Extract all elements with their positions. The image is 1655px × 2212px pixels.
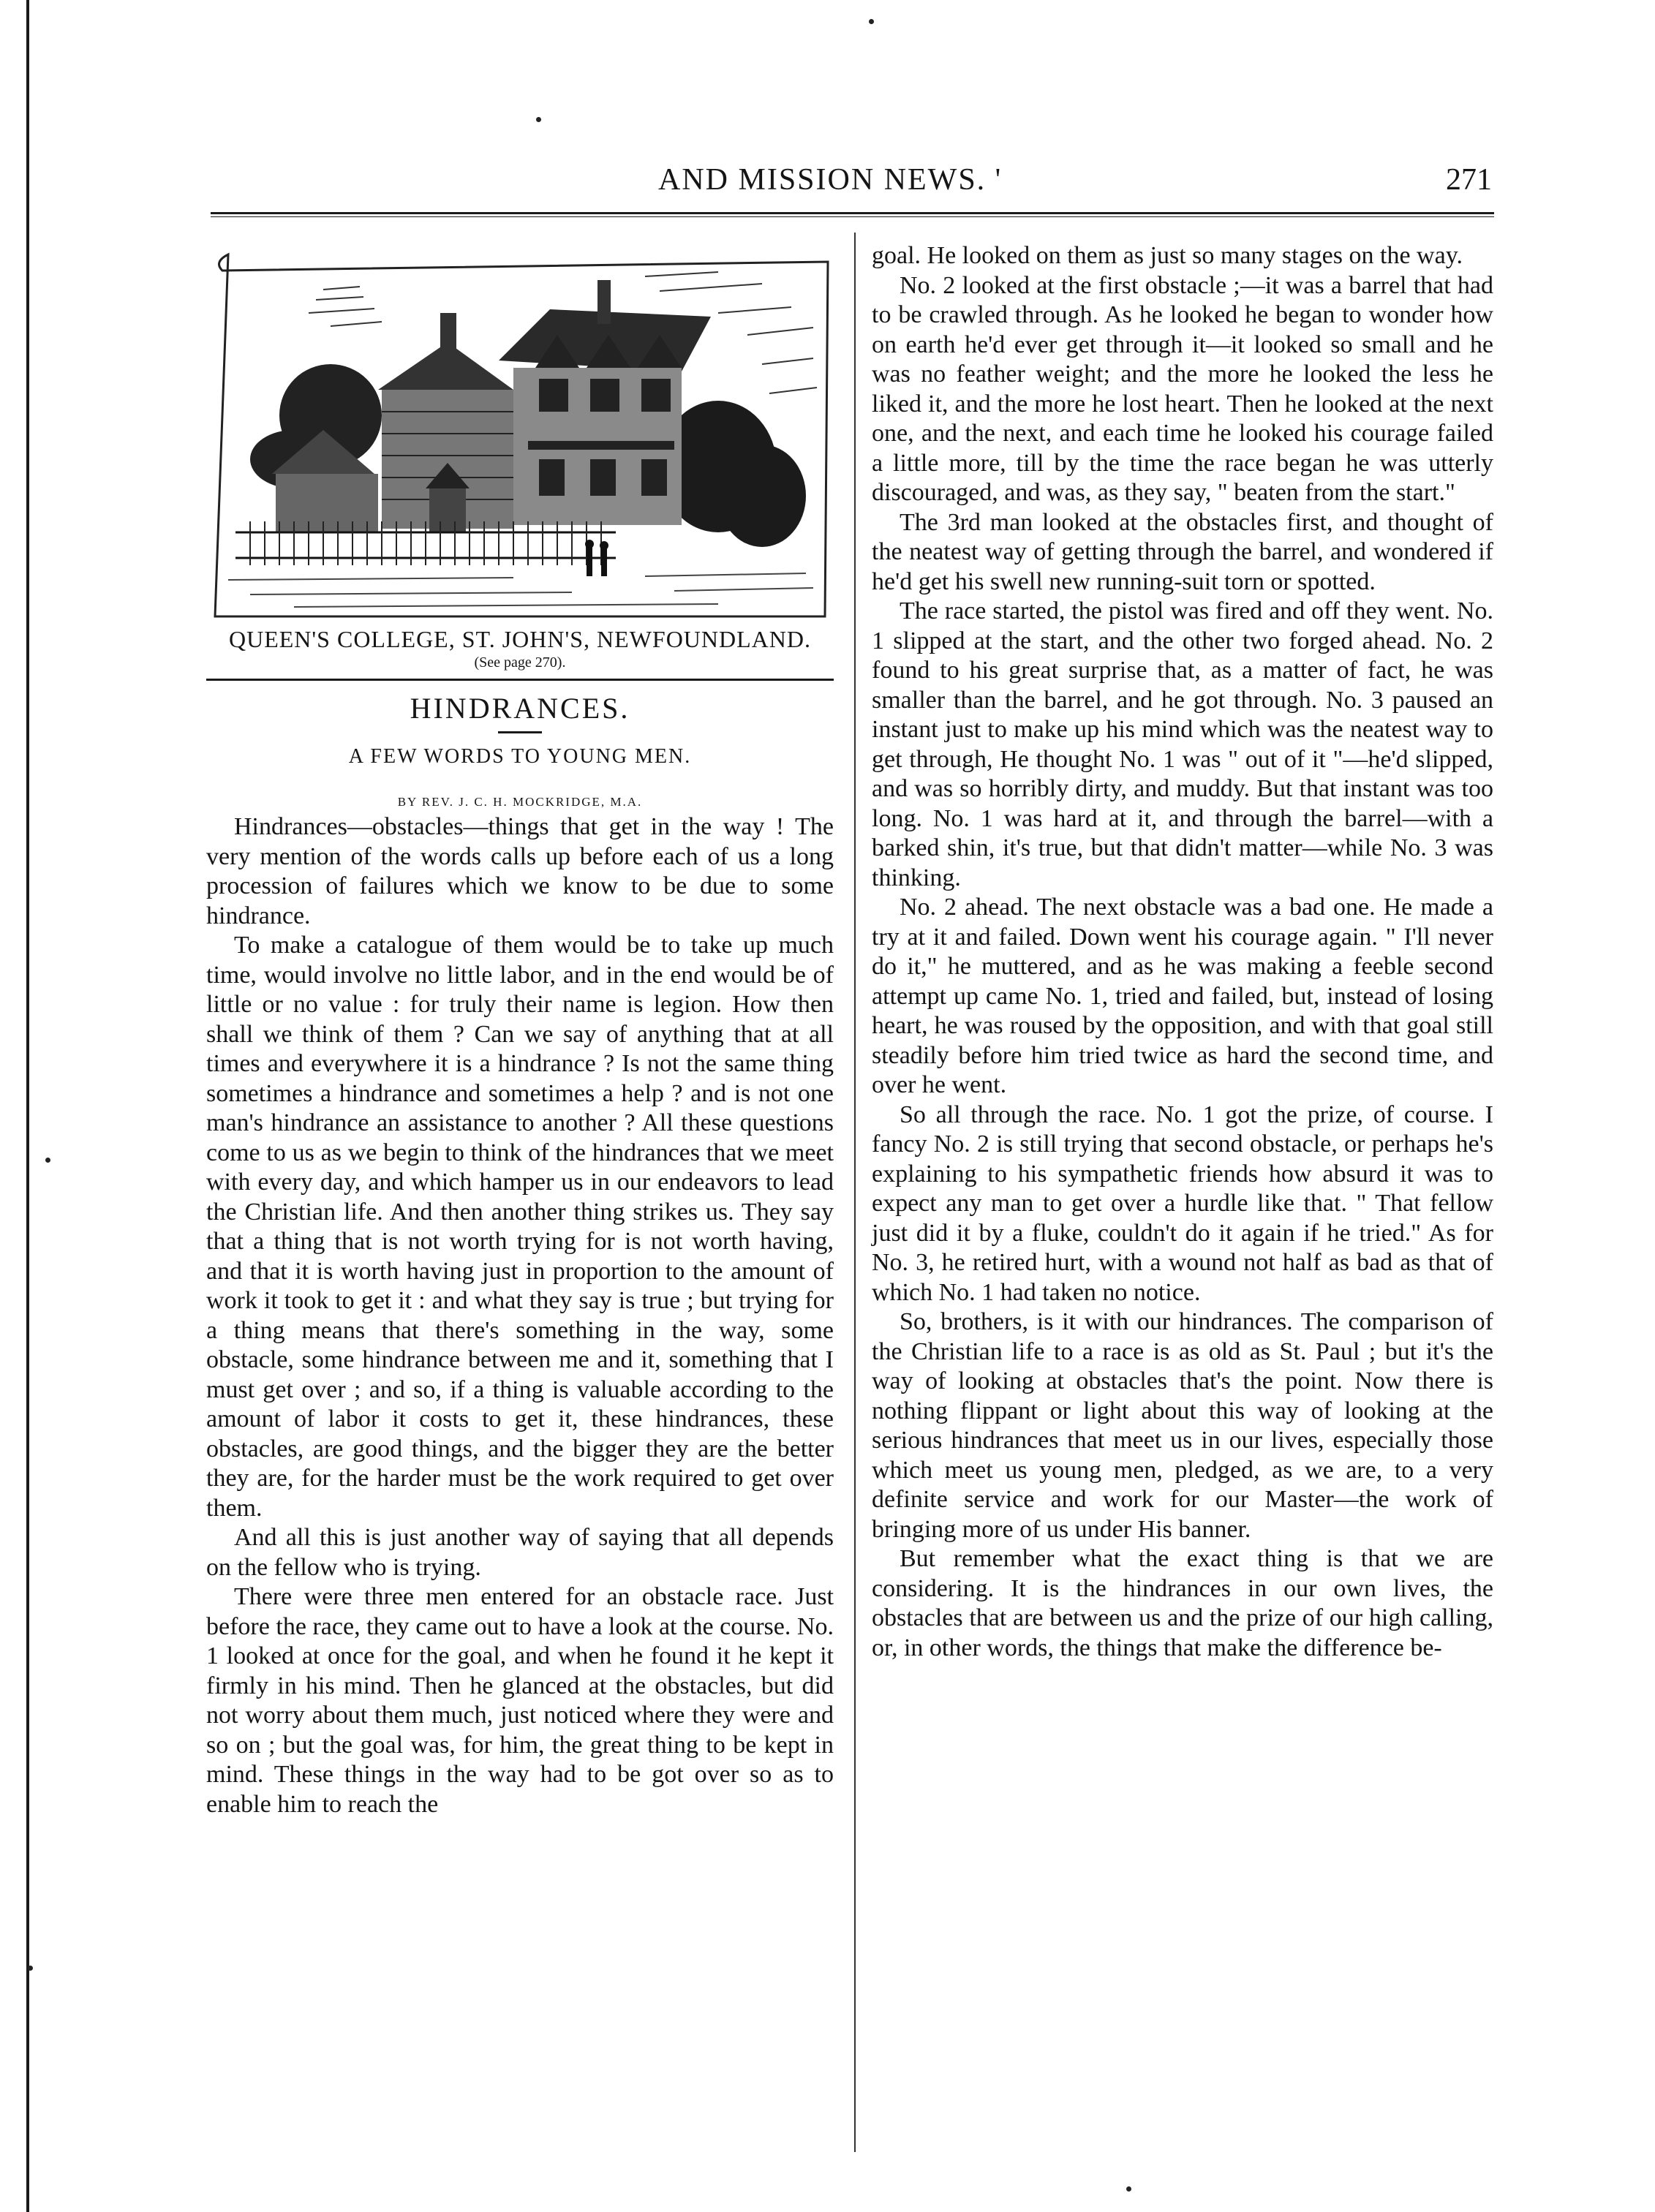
page-edge-rule bbox=[26, 0, 29, 2212]
paragraph: goal. He looked on them as just so many stages on the way. bbox=[872, 242, 1463, 269]
paragraph: The race started, the pistol was fired and off they went. No. 1 slipped at the start, and the other two forged ahead. No. 2 found to his great surprise that, as a matter of fact, he was smaller than the barrel, and he got through. No. 3 paused an instant just to make up his mind which was the neatest way to get through, He thought No. 1 was " out of it "—he'd slipped, and was so horribly dirty, and muddy. But that instant was too long. No. 1 was hard at it, and through the barrel—with a barked shin, it's true, but that didn't matter—while No. 3 was thinking. bbox=[872, 597, 1493, 891]
paragraph: No. 2 looked at the first obstacle ;—it was a barrel that had to be crawled through. As he looked he began to wonder how on earth he'd ever get through it—it looked so small and he was no feather weight; and the more he looked the less he liked it, and the more he lost heart. Then he looked at the next one, and the next, and each time he looked his courage failed a little more, till by the time the race began he was utterly discouraged, and was, as they say, " beaten from the start." bbox=[872, 271, 1493, 506]
title-rule bbox=[498, 731, 542, 733]
paragraph: But remember what the exact thing is that we are considering. It is the hindrances in our own lives, the obstacles that are between us and the prize of our high calling, or, in other words, the things that make the difference be- bbox=[872, 1545, 1493, 1661]
paragraph: Hindrances—obstacles—things that get in the way ! The very mention of the words calls up before each of us a long procession of failures which we know to be due to some hindrance. bbox=[206, 813, 834, 929]
article-title: HINDRANCES. bbox=[410, 692, 630, 725]
right-column bbox=[872, 241, 1493, 1663]
paragraph: So, brothers, is it with our hindrances. The comparison of the Christian life to a race is as old as St. Paul ; but it's the way of looking at obstacles that's the point. Now there is nothing flippant or light about this way of looking at the serious hindrances that meet us in our lives, especially those which meet us young men, pledged, as we are, to a very definite service and work for our Master—the work of bringing more of us under His banner. bbox=[872, 1308, 1493, 1543]
paragraph: So all through the race. No. 1 got the prize, of course. I fancy No. 2 is still trying that second obstacle, or perhaps he's explaining to his sympathetic friends how absurd it was to expect any man to get over a hurdle like that. " That fellow just did it by a fluke, couldn't do it again if he tried." As for No. 3, he retired hurt, with a wound not half as bad as that of which No. 1 had taken no notice. bbox=[872, 1101, 1493, 1306]
speck bbox=[45, 1158, 50, 1163]
header-rule bbox=[211, 212, 1494, 217]
running-head bbox=[212, 162, 1492, 206]
speck bbox=[1126, 2186, 1131, 2192]
speck bbox=[28, 1966, 33, 1971]
paragraph: There were three men entered for an obstacle race. Just before the race, they came out to have a look at the course. No. 1 looked at once for the goal, and when he found it he kept it firmly in his mind. Then he glanced at the obstacles, but did not worry about them much, just noticed where they were and so on ; but the goal was, for him, the great thing to be kept in mind. These things in the way had to be got over so as to enable him to reach the bbox=[206, 1583, 834, 1818]
paragraph: And all this is just another way of saying that all depends on the fellow who is trying. bbox=[206, 1524, 834, 1581]
figure-caption: QUEEN'S COLLEGE, ST. JOHN'S, NEWFOUNDLAND. bbox=[228, 626, 811, 652]
speck bbox=[869, 19, 874, 24]
college-engraving-image bbox=[206, 233, 834, 620]
left-column bbox=[206, 233, 834, 1819]
paragraph: No. 2 ahead. The next obstacle was a bad one. He made a try at it and failed. Down went his courage again. " I'll never do it," he muttered, and as he was making a feeble second attempt up came No. 1, tried and failed, but, instead of losing heart, he was roused by the opposition, and with that goal still steadily before him tried twice as hard the second time, and over he went. bbox=[872, 894, 1493, 1098]
article-subtitle: A FEW WORDS TO YOUNG MEN. bbox=[348, 745, 692, 768]
running-title: AND MISSION NEWS. ' bbox=[658, 163, 1003, 197]
section-rule bbox=[206, 679, 834, 681]
speck bbox=[536, 117, 541, 122]
paragraph: The 3rd man looked at the obstacles first, and thought of the neatest way of getting through the barrel, and wondered if he'd get his swell new running-suit torn or spotted. bbox=[872, 508, 1493, 595]
college-engraving bbox=[206, 233, 834, 620]
figure-caption-note: (See page 270). bbox=[474, 654, 566, 671]
column-divider bbox=[854, 233, 856, 2152]
article-byline: BY REV. J. C. H. MOCKRIDGE, M.A. bbox=[397, 795, 643, 809]
paragraph: To make a catalogue of them would be to take up much time, would involve no little labor, and in the end would be of little or no value : for truly their name is legion. How then shall we think of them ? Can we say of anything that at all times and everywhere it is a hindrance ? Is not the same thing sometimes a hindrance and sometimes a help ? and is not one man's hindrance an assistance to another ? All these questions come to us as we begin to think of the hindrances that we meet with every day, and which hamper us in our endeavors to lead the Christian life. And then another thing strikes us. They say that a thing that is not worth trying for is not worth having, and that it is worth having just in proportion to the amount of work it took to get it : and what they say is true ; but trying for a thing means that there's something in the way, some obstacle, some hindrance between me and it, something that I must get over ; and so, if a thing is valuable according to the amount of labor it costs to get it, these hindrances, these obstacles, are good things, and the bigger they are the better they are, for the harder must be the work required to get over them. bbox=[206, 932, 834, 1522]
page-number: 271 bbox=[1446, 163, 1492, 197]
